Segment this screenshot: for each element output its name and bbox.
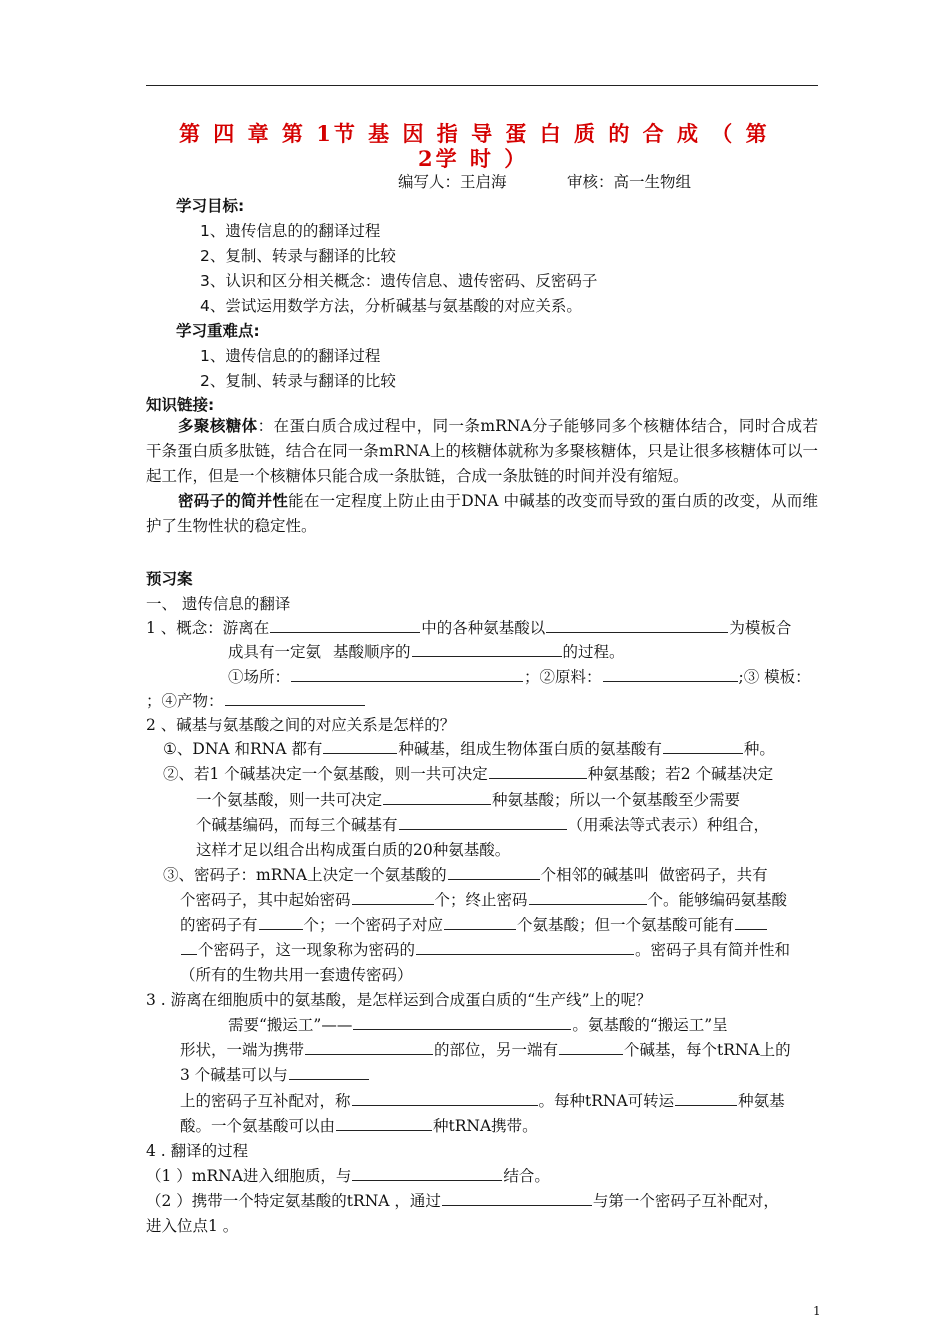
objectives-heading: 学习目标: bbox=[176, 197, 245, 215]
q2-3-line-5: （所有的生物共用一套遗传密码） bbox=[180, 966, 413, 984]
q2-3-line-3 bbox=[180, 913, 768, 937]
blank[interactable] bbox=[399, 813, 567, 830]
q3-line-3 bbox=[180, 1063, 370, 1087]
blank[interactable] bbox=[336, 1114, 432, 1131]
text: 成具有一定氨 bbox=[228, 643, 322, 661]
blank[interactable] bbox=[225, 689, 365, 706]
q2-2-line-2 bbox=[196, 788, 740, 812]
keypoint-item: 1、遗传信息的的翻译过程 bbox=[200, 347, 381, 365]
page-number: 1 bbox=[813, 1304, 821, 1318]
text: （1 ）mRNA进入细胞质，与 bbox=[146, 1167, 352, 1185]
blank[interactable] bbox=[603, 665, 738, 682]
text: 酸。一个氨基酸可以由 bbox=[180, 1117, 336, 1135]
blank[interactable] bbox=[529, 888, 647, 905]
text: 为模板合 bbox=[729, 619, 792, 637]
q4-step-2-cont: 进入位点1 。 bbox=[146, 1217, 239, 1235]
term-polysome: 多聚核糖体 bbox=[178, 416, 258, 435]
q2-2-line-3 bbox=[196, 813, 769, 837]
text: 个密码子，其中起始密码 bbox=[180, 891, 351, 909]
blank[interactable] bbox=[181, 938, 197, 955]
blank[interactable] bbox=[416, 938, 634, 955]
blank[interactable] bbox=[442, 1189, 592, 1206]
blank[interactable] bbox=[305, 1038, 433, 1055]
text: 法等式表示）种组合， bbox=[614, 816, 770, 834]
text: RNA ，通过 bbox=[353, 1192, 441, 1210]
blank[interactable] bbox=[546, 616, 728, 633]
blank[interactable] bbox=[444, 913, 516, 930]
text: 1 、概念：游离在 bbox=[146, 619, 270, 637]
q3-heading: 3 . 游离在细胞质中的氨基酸，是怎样运到合成蛋白质的“生产线”上的呢？ bbox=[146, 991, 652, 1009]
q2-2-line-1 bbox=[163, 762, 773, 786]
q2-3-line-2 bbox=[180, 888, 787, 912]
author: 编写人：王启海 bbox=[398, 173, 507, 191]
q2-2-line-4: 这样才足以组合出构成蛋白质的20种氨基酸。 bbox=[196, 841, 511, 859]
text: ①、DNA 和RNA 都有 bbox=[163, 740, 323, 758]
blank[interactable] bbox=[352, 1089, 538, 1106]
text: ；②原料： bbox=[524, 668, 602, 686]
q3-line-4 bbox=[180, 1089, 785, 1113]
q1-line-1 bbox=[146, 616, 791, 640]
text: 种碱基，组成生物体蛋白质的氨基酸有 bbox=[398, 740, 662, 758]
term-degeneracy: 密码子的简并性 bbox=[178, 491, 289, 510]
paragraph-text: 能在一定程度上防止由于DNA 中碱基的改变而导致的蛋白质的改变，从而维护了生物性状的稳定性。 bbox=[146, 492, 818, 535]
text: ;③ 模板： bbox=[738, 668, 811, 686]
q3-line-1 bbox=[228, 1013, 728, 1037]
blank[interactable] bbox=[448, 863, 540, 880]
text: （用乘 bbox=[567, 816, 615, 834]
q1-line-4 bbox=[146, 689, 366, 713]
text: 个相邻的碱基叫 bbox=[540, 866, 650, 884]
q4-step-1 bbox=[146, 1164, 550, 1188]
knowledge-heading: 知识链接: bbox=[146, 396, 215, 414]
text: 的过程。 bbox=[562, 643, 625, 661]
title-line-1: 第 四 章 第 1节 基 因 指 导 蛋 白 质 的 合 成 （ 第 bbox=[179, 121, 770, 146]
text: 个碱基，每个tRNA上的 bbox=[624, 1041, 791, 1059]
blank[interactable] bbox=[559, 1038, 623, 1055]
keypoint-item: 2、复制、转录与翻译的比较 bbox=[200, 372, 396, 390]
text: 基酸顺序的 bbox=[333, 643, 411, 661]
text: 3 个碱基可以与 bbox=[180, 1066, 288, 1084]
q1-line-3 bbox=[228, 665, 811, 689]
text: （2 ）携带一个特定氨基酸的t bbox=[146, 1192, 354, 1210]
text: 种tRNA携带。 bbox=[433, 1117, 538, 1135]
text: 种氨基 bbox=[738, 1092, 785, 1110]
objective-item: 3、认识和区分相关概念：遗传信息、遗传密码、反密码子 bbox=[200, 272, 598, 290]
text: 个碱基编码，而每三个碱基有 bbox=[196, 816, 398, 834]
text: 的密码子有 bbox=[180, 916, 258, 934]
blank[interactable] bbox=[663, 737, 743, 754]
knowledge-paragraph-1 bbox=[146, 413, 818, 489]
blank[interactable] bbox=[352, 1164, 502, 1181]
blank[interactable] bbox=[412, 640, 562, 657]
blank[interactable] bbox=[735, 913, 767, 930]
blank[interactable] bbox=[323, 737, 397, 754]
keypoints-heading: 学习重难点: bbox=[176, 322, 260, 340]
text: ①场所： bbox=[228, 668, 291, 686]
blank[interactable] bbox=[259, 913, 303, 930]
text: 。氨基酸的“搬运工”呈 bbox=[572, 1016, 728, 1034]
blank[interactable] bbox=[489, 762, 587, 779]
section-1-heading: 一、 遗传信息的翻译 bbox=[146, 595, 291, 613]
text: 上的密码子互补配对，称 bbox=[180, 1092, 351, 1110]
preview-heading: 预习案 bbox=[146, 570, 193, 588]
reviewer: 审核：高一生物组 bbox=[567, 173, 692, 191]
q4-heading: 4 . 翻译的过程 bbox=[146, 1142, 249, 1160]
text: 种氨基酸；若2 个碱基决定 bbox=[587, 765, 774, 783]
q3-line-2 bbox=[180, 1038, 791, 1062]
text: 一个氨基酸，则一共可决定 bbox=[196, 791, 383, 809]
objective-item: 1、遗传信息的的翻译过程 bbox=[200, 222, 381, 240]
text: 个氨基酸；但一个氨基酸可能有 bbox=[517, 916, 735, 934]
q1-line-2 bbox=[228, 640, 625, 664]
text: ③、密码子：mRNA上决定一个氨基酸的 bbox=[163, 866, 447, 884]
text: 个密码子，这一现象称为密码的 bbox=[198, 941, 416, 959]
q4-step-2 bbox=[146, 1189, 779, 1213]
text: 做密码子，共有 bbox=[659, 866, 768, 884]
text: ；④产物： bbox=[146, 692, 224, 710]
text: 需要“搬运工”—— bbox=[228, 1016, 353, 1034]
text: 种氨基酸；所以一个氨基酸至少需要 bbox=[492, 791, 741, 809]
text: 种。 bbox=[743, 740, 775, 758]
header-rule bbox=[146, 85, 818, 86]
blank[interactable] bbox=[270, 616, 420, 633]
text: 个。能够编码氨基酸 bbox=[647, 891, 788, 909]
q2-1 bbox=[163, 737, 775, 761]
knowledge-paragraph-2 bbox=[146, 488, 818, 539]
objective-item: 4、尝试运用数学方法，分析碱基与氨基酸的对应关系。 bbox=[200, 297, 582, 315]
text: 形状，一端为携带 bbox=[180, 1041, 305, 1059]
blank[interactable] bbox=[675, 1089, 737, 1106]
blank[interactable] bbox=[352, 888, 434, 905]
q3-line-5 bbox=[180, 1114, 538, 1138]
text: 结合。 bbox=[503, 1167, 550, 1185]
text: 的部位，另一端有 bbox=[434, 1041, 559, 1059]
q2-3-line-4 bbox=[180, 938, 790, 962]
blank[interactable] bbox=[383, 788, 491, 805]
text: 。密码子具有简并性和 bbox=[635, 941, 791, 959]
text: ②、若1 个碱基决定一个氨基酸，则一共可决定 bbox=[163, 765, 488, 783]
text: 个；一个密码子对应 bbox=[303, 916, 444, 934]
text: 与第一个密码子互补配对， bbox=[592, 1192, 779, 1210]
blank[interactable] bbox=[291, 665, 523, 682]
q2-heading: 2 、碱基与氨基酸之间的对应关系是怎样的？ bbox=[146, 716, 456, 734]
text: 。每种tRNA可转运 bbox=[538, 1092, 675, 1110]
objective-item: 2、复制、转录与翻译的比较 bbox=[200, 247, 396, 265]
q2-3-line-1 bbox=[163, 863, 768, 887]
title-line-2: 2学 时 ） bbox=[418, 146, 529, 171]
blank[interactable] bbox=[353, 1013, 571, 1030]
blank[interactable] bbox=[289, 1063, 369, 1080]
text: 中的各种氨基酸以 bbox=[421, 619, 546, 637]
paragraph-text: ：在蛋白质合成过程中，同一条mRNA分子能够同多个核糖体结合，同时合成若干条蛋白质多肽链，结合在同一条mRNA上的核糖体就称为多聚核糖体，只是让很多核糖体可以一起工作，但是一个核糖体只能合成一条肽链，合成一条肽链的时间并没有缩短。 bbox=[146, 417, 818, 485]
text: 个；终止密码 bbox=[434, 891, 528, 909]
